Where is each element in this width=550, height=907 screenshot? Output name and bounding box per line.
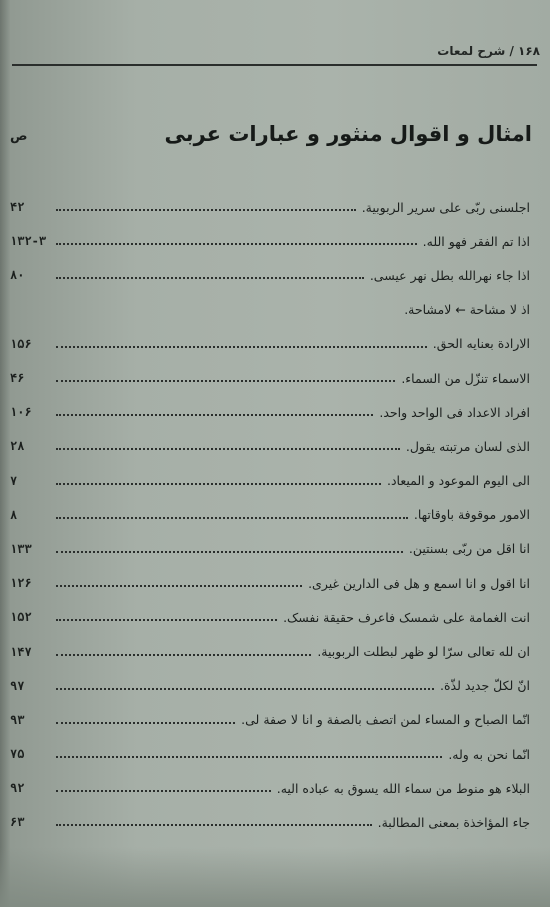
entry-text: انت الغمامة علی شمسک فاعرف حقیقة نفسک.: [283, 609, 530, 625]
index-entry: [10, 669, 530, 703]
page-column-label: ص: [10, 129, 28, 144]
index-entry: [10, 258, 530, 292]
leader-dots: [56, 346, 427, 348]
index-entry: [10, 327, 530, 361]
entry-page-number: ۲۸: [10, 439, 25, 454]
entry-page-number: ۹۲: [10, 781, 25, 796]
entry-page-number: ۷۵: [10, 747, 25, 762]
entry-text: الامور موقوفة باوقاتها.: [413, 507, 530, 523]
index-entries: [10, 190, 530, 840]
entry-text: الارادة بعنایه الحق.: [432, 336, 530, 352]
entry-text: اجلسنی ربّی علی سریر الربوبیة.: [361, 199, 530, 215]
leader-dots: [56, 654, 311, 656]
entry-page-number: ۱۲۶: [10, 576, 32, 591]
entry-page-number: ۸: [10, 507, 18, 522]
leader-dots: [56, 619, 277, 621]
index-entry: [10, 737, 530, 771]
entry-page-number: ۹۳: [10, 712, 25, 727]
index-entry: [10, 224, 530, 258]
index-entry: [10, 293, 530, 327]
index-entry: [10, 464, 530, 498]
section-title: امثال و اقوال منثور و عبارات عربی: [164, 122, 532, 146]
entry-page-number: ۱۴۷: [10, 644, 32, 659]
entry-page-number: ۶۳: [10, 815, 25, 830]
page-spine-shadow: [0, 0, 10, 907]
entry-page-number: ۷: [10, 473, 18, 488]
entry-text: ان لله تعالی سرّا لو ظهر لبطلت الربوبیة.: [317, 644, 530, 660]
leader-dots: [56, 483, 381, 485]
index-entry: [10, 703, 530, 737]
entry-page-number: ۸۰: [10, 268, 25, 283]
entry-text: انّما الصباح و المساء لمن اتصف بالصفة و انا لا صفة لی.: [241, 712, 530, 728]
entry-text: اذا تم الفقر فهو الله.: [422, 233, 530, 249]
leader-dots: [56, 243, 417, 245]
index-entry: [10, 771, 530, 805]
entry-text: افراد الاعداد فی الواحد واحد.: [379, 404, 530, 420]
entry-page-number: ۹۷: [10, 678, 25, 693]
leader-dots: [56, 756, 442, 758]
leader-dots: [56, 277, 364, 279]
leader-dots: [56, 448, 400, 450]
leader-dots: [56, 688, 434, 690]
entry-page-number: ۱۳۲-۳: [10, 234, 47, 249]
entry-page-number: ۱۵۲: [10, 610, 32, 625]
entry-text: البلاء هو منوط من سماء الله یسوق به عباده الیه.: [276, 780, 530, 796]
entry-text: انا اقل من ربّی بسنتین.: [408, 541, 530, 557]
leader-dots: [56, 414, 373, 416]
entry-page-number: ۴۲: [10, 200, 25, 215]
header-rule: [12, 64, 537, 66]
entry-text: الاسماء تنزّل من السماء.: [401, 370, 530, 386]
leader-dots: [56, 209, 356, 211]
entry-page-number: ۱۰۶: [10, 405, 32, 420]
entry-text: انّما نحن به وله.: [448, 746, 530, 762]
entry-page-number: ۱۵۶: [10, 336, 32, 351]
leader-dots: [56, 790, 271, 792]
page-bottom-shadow: [0, 847, 550, 907]
leader-dots: [56, 722, 235, 724]
entry-page-number: ۱۳۳: [10, 541, 32, 556]
index-entry: [10, 190, 530, 224]
index-entry: [10, 600, 530, 634]
entry-text: جاء المؤاخذة بمعنی المطالبة.: [377, 814, 530, 830]
entry-text: اذ لا مشاحة ← لامشاحة.: [404, 302, 530, 318]
index-entry: [10, 395, 530, 429]
index-entry: [10, 566, 530, 600]
leader-dots: [56, 380, 395, 382]
entry-text: انّ لکلّ جدید لذّة.: [440, 678, 530, 694]
entry-text: اذا جاء نهرالله بطل نهر عیسی.: [369, 267, 530, 283]
leader-dots: [56, 517, 408, 519]
index-entry: [10, 532, 530, 566]
entry-text: الی الیوم الموعود و المیعاد.: [387, 473, 530, 489]
running-head: ۱۶۸ / شرح لمعات: [437, 44, 540, 58]
index-entry: [10, 498, 530, 532]
leader-dots: [56, 551, 403, 553]
index-entry: [10, 634, 530, 668]
index-entry: [10, 429, 530, 463]
entry-page-number: ۴۶: [10, 371, 25, 386]
entry-text: انا اقول و انا اسمع و هل فی الدارین غیری.: [308, 575, 530, 591]
leader-dots: [56, 585, 302, 587]
entry-text: الذی لسان مرتبته یقول.: [405, 438, 530, 454]
index-entry: [10, 805, 530, 839]
leader-dots: [56, 824, 372, 826]
index-entry: [10, 361, 530, 395]
